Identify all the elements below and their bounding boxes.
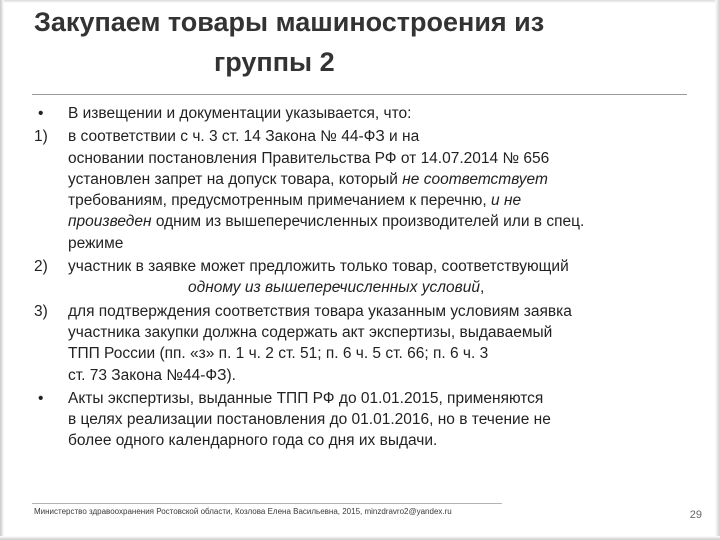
italic-emphasis: не соответствует	[402, 170, 548, 188]
text-line	[68, 277, 682, 298]
bullet-item-expertise	[34, 388, 682, 452]
slide-body	[34, 103, 682, 454]
numbered-item-3-text	[68, 301, 682, 386]
bullet-marker: •	[38, 389, 44, 407]
page-number: 29	[689, 509, 702, 521]
text-line: в соответствии с ч. 3 ст. 14 Закона № 44-ФЗ и на	[68, 128, 420, 146]
footer-divider	[32, 503, 502, 504]
number-marker: 2)	[34, 258, 48, 276]
text-line	[68, 211, 682, 232]
bullet-item-intro	[34, 103, 682, 124]
text-fragment: установлен запрет на допуск товара, который	[68, 170, 398, 188]
numbered-item-3	[34, 301, 682, 386]
italic-emphasis: одному из вышеперечисленных условий	[188, 279, 480, 297]
text-line: режиме	[68, 234, 124, 252]
text-line: участника закупки должна содержать акт экспертизы, выдаваемый	[68, 323, 553, 341]
text-fragment: ,	[479, 279, 485, 297]
slide-title	[0, 2, 720, 82]
italic-emphasis: произведен	[68, 213, 152, 231]
slide-title-line-1: Закупаем товары машиностроения из	[34, 7, 545, 37]
number-marker: 1)	[34, 128, 48, 146]
text-line	[68, 190, 682, 211]
slide-title-line-2: группы 2	[214, 47, 335, 77]
numbered-item-1-text	[68, 126, 682, 254]
text-line: участник в заявке может предложить только товар, соответствующий	[68, 258, 569, 276]
slide-bottom-edge-shadow	[0, 536, 720, 540]
text-line: в целях реализации постановления до 01.01.2016, но в течение не	[68, 411, 551, 429]
bullet-marker: •	[38, 105, 44, 122]
text-line: ст. 73 Закона №44-ФЗ).	[68, 366, 236, 384]
text-line: Акты экспертизы, выданные ТПП РФ до 01.01.2015, применяются	[68, 389, 544, 407]
title-divider	[32, 94, 687, 95]
text-line: для подтверждения соответствия товара указанным условиям заявка	[68, 302, 572, 320]
bullet-text: В извещении и документации указывается, что:	[68, 105, 412, 122]
text-fragment: требованиям, предусмотренным примечанием к перечню,	[68, 192, 487, 210]
text-fragment: одним из вышеперечисленных производителей или в спец.	[155, 213, 585, 231]
numbered-item-2-text	[68, 256, 682, 299]
italic-emphasis: и не	[491, 192, 522, 210]
text-line: основании постановления Правительства РФ от 14.07.2014 № 656	[68, 149, 550, 167]
text-line: ТПП России (пп. «з» п. 1 ч. 2 ст. 51; п. 6 ч. 5 ст. 66; п. 6 ч. 3	[68, 345, 489, 363]
footer-credit: Министерство здравоохранения Ростовской области, Козлова Елена Васильевна, 2015, minzdravro2@yandex.ru	[34, 507, 452, 516]
numbered-item-1	[34, 126, 682, 254]
text-line	[68, 169, 682, 190]
text-line: более одного календарного года со дня их выдачи.	[68, 432, 438, 450]
bullet-item-expertise-text	[68, 388, 682, 452]
number-marker: 3)	[34, 302, 48, 320]
numbered-item-2	[34, 256, 682, 299]
